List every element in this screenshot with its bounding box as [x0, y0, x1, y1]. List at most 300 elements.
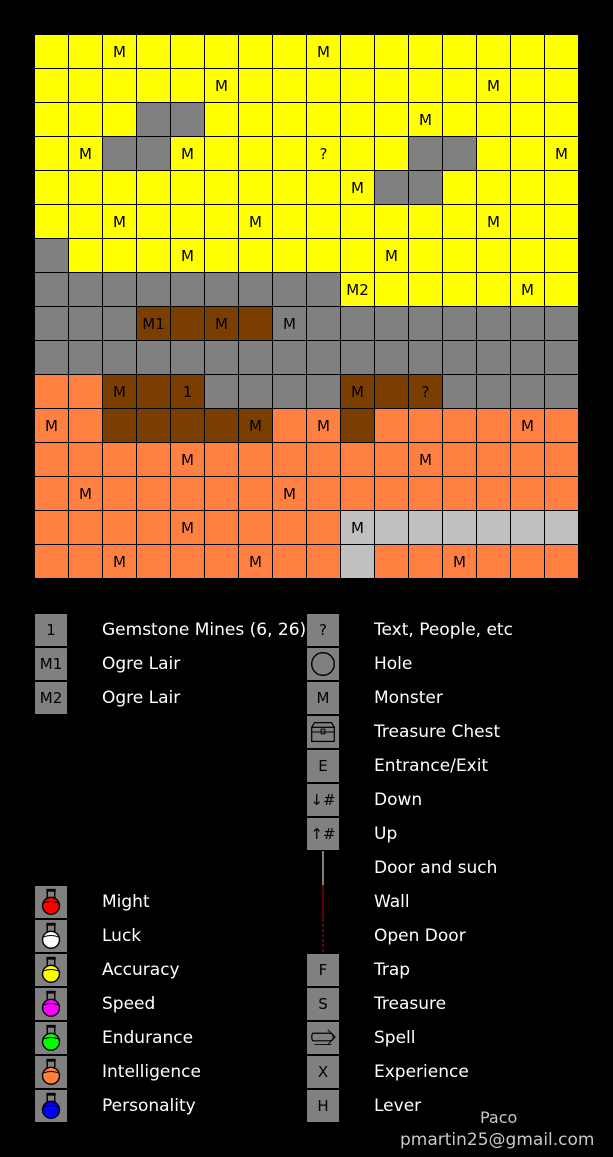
legend-entry: [306, 885, 596, 919]
hole-icon: [306, 647, 340, 681]
map-cell: [477, 239, 511, 273]
map-cell: [443, 273, 477, 307]
map-cell: [103, 307, 137, 341]
map-cell: [69, 341, 103, 375]
map-cell: [511, 69, 545, 103]
map-cell: [69, 103, 103, 137]
map-cell-marker: M: [273, 477, 307, 511]
map-cell: [443, 69, 477, 103]
map-cell: [35, 443, 69, 477]
map-cell: [171, 307, 205, 341]
legend-entry: [306, 647, 596, 681]
map-cell: [545, 443, 579, 477]
map-cell: [69, 443, 103, 477]
legend-label: Speed: [102, 994, 156, 1014]
map-cell: [35, 545, 69, 579]
map-cell-marker: M: [409, 443, 443, 477]
map-cell-marker: M: [443, 545, 477, 579]
map-cell: [443, 205, 477, 239]
legend-label: Door and such: [374, 858, 498, 878]
map-cell: [137, 545, 171, 579]
map-cell: [137, 375, 171, 409]
map-cell: [205, 103, 239, 137]
map-cell: [205, 171, 239, 205]
legend-symbol: 1: [34, 613, 68, 647]
map-cell: [273, 69, 307, 103]
map-cell: [239, 171, 273, 205]
map-cell: [341, 137, 375, 171]
map-cell: [205, 239, 239, 273]
map-cell: [103, 239, 137, 273]
map-cell: [545, 545, 579, 579]
map-cell-marker: M: [171, 137, 205, 171]
map-cell: [477, 477, 511, 511]
map-cell: [35, 103, 69, 137]
map-cell: [307, 239, 341, 273]
map-cell: [307, 511, 341, 545]
potion-yellow-icon: [34, 953, 68, 987]
map-cell: [375, 409, 409, 443]
map-cell: [69, 69, 103, 103]
map-cell: [103, 137, 137, 171]
map-cell: [511, 375, 545, 409]
map-cell: [35, 341, 69, 375]
map-cell: [171, 409, 205, 443]
map-cell: [545, 341, 579, 375]
map-cell-marker: M: [171, 511, 205, 545]
map-cell: [409, 273, 443, 307]
map-cell: [341, 443, 375, 477]
map-cell: [477, 103, 511, 137]
map-cell: [273, 341, 307, 375]
map-cell: [239, 375, 273, 409]
legend-symbol: E: [306, 749, 340, 783]
map-cell: [375, 477, 409, 511]
legend-label: Experience: [374, 1062, 469, 1082]
map-cell-marker: M: [341, 171, 375, 205]
map-cell-marker: M: [477, 69, 511, 103]
legend-label: Wall: [374, 892, 410, 912]
map-cell: [171, 205, 205, 239]
map-cell-marker: M: [35, 409, 69, 443]
map-cell: [307, 171, 341, 205]
map-cell: [239, 103, 273, 137]
legend-label: Gemstone Mines (6, 26): [102, 620, 307, 640]
map-cell: [341, 409, 375, 443]
map-cell: [137, 409, 171, 443]
potion-green-icon: [34, 1021, 68, 1055]
map-cell: [443, 307, 477, 341]
map-cell: [205, 375, 239, 409]
map-cell: [171, 103, 205, 137]
legend-symbol: ?: [306, 613, 340, 647]
map-cell: [375, 545, 409, 579]
map-cell: [273, 375, 307, 409]
dungeon-map-grid: [34, 34, 579, 579]
map-cell: [443, 375, 477, 409]
map-cell: [477, 35, 511, 69]
map-cell: [375, 205, 409, 239]
wall-line-icon: [306, 885, 340, 919]
potion-magenta-icon: [34, 987, 68, 1021]
map-cell-marker: M: [239, 545, 273, 579]
map-cell: [477, 511, 511, 545]
map-cell: [477, 171, 511, 205]
map-cell: [477, 307, 511, 341]
map-cell: [103, 273, 137, 307]
map-cell-marker: M: [205, 69, 239, 103]
map-cell: [273, 443, 307, 477]
map-cell: [35, 511, 69, 545]
map-cell-marker: M: [103, 545, 137, 579]
legend-entry: [34, 647, 324, 681]
map-cell: [511, 307, 545, 341]
map-cell-marker: M: [103, 375, 137, 409]
map-cell: [205, 205, 239, 239]
map-cell: [137, 35, 171, 69]
map-cell: [511, 35, 545, 69]
legend-label: Endurance: [102, 1028, 194, 1048]
map-cell: [103, 171, 137, 205]
map-cell-marker: M: [103, 35, 137, 69]
legend-label: Spell: [374, 1028, 416, 1048]
legend-label: Luck: [102, 926, 142, 946]
map-cell-marker: M: [477, 205, 511, 239]
map-cell: [477, 341, 511, 375]
map-cell-marker: M2: [341, 273, 375, 307]
map-cell: [171, 69, 205, 103]
map-cell: [545, 477, 579, 511]
map-cell: [171, 341, 205, 375]
legend-label: Entrance/Exit: [374, 756, 489, 776]
map-cell: [205, 273, 239, 307]
map-cell-marker: M: [511, 409, 545, 443]
map-cell: [171, 273, 205, 307]
map-cell: [35, 205, 69, 239]
legend-entry: [34, 1089, 324, 1123]
map-cell-marker: M1: [137, 307, 171, 341]
map-cell: [171, 545, 205, 579]
map-cell-marker: M: [69, 477, 103, 511]
map-cell: [443, 477, 477, 511]
map-cell: [103, 511, 137, 545]
map-cell: [35, 137, 69, 171]
map-cell: [205, 511, 239, 545]
map-cell: [69, 307, 103, 341]
map-cell-marker: M: [375, 239, 409, 273]
legend-entry: [306, 1055, 596, 1089]
map-cell: [443, 511, 477, 545]
map-cell: [545, 239, 579, 273]
map-cell: [239, 239, 273, 273]
map-cell: [35, 171, 69, 205]
map-cell: [35, 477, 69, 511]
map-cell-marker: M: [239, 205, 273, 239]
map-cell: [273, 409, 307, 443]
map-cell: [137, 443, 171, 477]
legend-entry: [306, 613, 596, 647]
map-cell-marker: M: [545, 137, 579, 171]
map-cell: [443, 443, 477, 477]
legend-label: Ogre Lair: [102, 654, 181, 674]
map-cell: [545, 375, 579, 409]
map-cell: [273, 545, 307, 579]
map-cell: [375, 375, 409, 409]
map-cell-marker: M: [69, 137, 103, 171]
map-cell: [511, 545, 545, 579]
map-cell-marker: M: [103, 205, 137, 239]
legend-label: Accuracy: [102, 960, 180, 980]
legend-entry: [34, 919, 324, 953]
map-cell: [205, 409, 239, 443]
map-cell: [239, 35, 273, 69]
map-cell: [171, 171, 205, 205]
map-cell: [205, 35, 239, 69]
map-cell: [511, 511, 545, 545]
map-cell: [103, 477, 137, 511]
map-cell: [375, 69, 409, 103]
legend-entry: [34, 1055, 324, 1089]
legend-entry: [306, 749, 596, 783]
map-cell: [545, 35, 579, 69]
map-cell: [409, 171, 443, 205]
map-cell: [545, 103, 579, 137]
author-email: pmartin25@gmail.com: [400, 1130, 595, 1150]
map-cell-marker: M: [341, 375, 375, 409]
map-cell: [205, 545, 239, 579]
legend-label: Lever: [374, 1096, 422, 1116]
map-cell: [307, 69, 341, 103]
legend-entry: [306, 681, 596, 715]
map-cell-marker: M: [239, 409, 273, 443]
map-cell: [375, 307, 409, 341]
map-cell: [137, 511, 171, 545]
map-cell: [35, 35, 69, 69]
map-cell: [545, 171, 579, 205]
map-cell: [273, 103, 307, 137]
legend-symbol: M: [306, 681, 340, 715]
map-cell: [341, 239, 375, 273]
legend-entry: [306, 987, 596, 1021]
map-cell: [273, 137, 307, 171]
legend-label: Personality: [102, 1096, 196, 1116]
legend-entry: [34, 953, 324, 987]
map-cell: [137, 171, 171, 205]
map-cell: [511, 103, 545, 137]
map-cell: [137, 103, 171, 137]
map-cell: [35, 239, 69, 273]
map-cell-marker: M: [273, 307, 307, 341]
map-cell: [477, 273, 511, 307]
map-cell: [409, 545, 443, 579]
legend-label: Trap: [374, 960, 411, 980]
map-cell: [477, 137, 511, 171]
map-cell: [511, 137, 545, 171]
map-cell: [307, 341, 341, 375]
map-cell: [375, 341, 409, 375]
map-cell: [477, 375, 511, 409]
map-cell: [137, 137, 171, 171]
map-cell: [341, 477, 375, 511]
legend-entry: [306, 953, 596, 987]
map-cell: [375, 35, 409, 69]
map-cell-marker: M: [171, 239, 205, 273]
map-cell: [69, 273, 103, 307]
map-cell: [511, 443, 545, 477]
legend-label: Down: [374, 790, 423, 810]
map-cell: [103, 103, 137, 137]
map-cell: [477, 545, 511, 579]
legend-symbol: X: [306, 1055, 340, 1089]
legend-entry: [306, 715, 596, 749]
map-cell: [545, 205, 579, 239]
legend-entry: [34, 613, 324, 647]
map-cell: [69, 171, 103, 205]
map-cell: [137, 477, 171, 511]
map-cell: [443, 409, 477, 443]
map-cell: [409, 69, 443, 103]
map-cell-marker: M: [341, 511, 375, 545]
legend-entry: [306, 783, 596, 817]
map-cell: [69, 35, 103, 69]
map-cell: [511, 477, 545, 511]
map-cell: [409, 477, 443, 511]
map-cell: [239, 137, 273, 171]
open-door-line-icon: [306, 919, 340, 953]
map-cell: [443, 137, 477, 171]
map-cell: [409, 341, 443, 375]
map-cell: [35, 307, 69, 341]
map-cell: [443, 341, 477, 375]
map-cell: [545, 273, 579, 307]
map-cell: [341, 69, 375, 103]
map-cell: [69, 545, 103, 579]
map-cell: [171, 35, 205, 69]
map-cell: [375, 511, 409, 545]
legend-entry: [306, 1089, 596, 1123]
map-cell: [409, 137, 443, 171]
map-cell: [35, 69, 69, 103]
map-cell: [409, 307, 443, 341]
map-cell: [511, 171, 545, 205]
legend-label: Up: [374, 824, 398, 844]
legend-label: Open Door: [374, 926, 466, 946]
map-cell: [103, 443, 137, 477]
map-cell: [35, 375, 69, 409]
map-cell: [239, 477, 273, 511]
map-cell: [205, 477, 239, 511]
map-cell: [341, 341, 375, 375]
map-cell-marker: M: [171, 443, 205, 477]
map-cell: [205, 443, 239, 477]
map-cell-marker: M: [511, 273, 545, 307]
map-cell: [511, 239, 545, 273]
legend-label: Treasure Chest: [374, 722, 501, 742]
map-cell: [443, 35, 477, 69]
map-cell: [477, 409, 511, 443]
map-cell: [307, 545, 341, 579]
map-cell-marker: M: [205, 307, 239, 341]
map-cell: [239, 443, 273, 477]
map-cell: [239, 307, 273, 341]
map-cell: [307, 307, 341, 341]
legend-entry: [34, 1021, 324, 1055]
map-cell-marker: ?: [409, 375, 443, 409]
map-cell: [375, 273, 409, 307]
legend-label: Intelligence: [102, 1062, 201, 1082]
map-cell: [239, 341, 273, 375]
map-cell: [443, 171, 477, 205]
map-cell: [375, 137, 409, 171]
legend-entry: [306, 919, 596, 953]
map-cell: [511, 341, 545, 375]
legend-entry: [306, 851, 596, 885]
legend-label: Text, People, etc: [374, 620, 513, 640]
legend-label: Treasure: [374, 994, 447, 1014]
legend-entry: [306, 1021, 596, 1055]
legend-symbol: H: [306, 1089, 340, 1123]
map-cell-marker: 1: [171, 375, 205, 409]
legend-symbol: M2: [34, 681, 68, 715]
map-cell: [511, 205, 545, 239]
map-cell: [545, 511, 579, 545]
map-cell: [545, 307, 579, 341]
map-cell: [545, 69, 579, 103]
map-cell: [409, 239, 443, 273]
legend-entry: [34, 987, 324, 1021]
map-cell: [307, 273, 341, 307]
map-cell: [307, 205, 341, 239]
legend-entry: [34, 885, 324, 919]
map-cell: [409, 511, 443, 545]
potion-white-icon: [34, 919, 68, 953]
map-cell: [409, 205, 443, 239]
legend-symbol: M1: [34, 647, 68, 681]
map-cell: [443, 103, 477, 137]
map-cell: [239, 273, 273, 307]
map-cell: [69, 239, 103, 273]
map-cell: [273, 171, 307, 205]
map-cell: [273, 273, 307, 307]
map-cell: [307, 477, 341, 511]
map-cell-marker: M: [409, 103, 443, 137]
legend-label: Hole: [374, 654, 413, 674]
map-cell: [273, 35, 307, 69]
legend-symbol: F: [306, 953, 340, 987]
map-cell: [239, 511, 273, 545]
potion-red-icon: [34, 885, 68, 919]
map-cell: [443, 239, 477, 273]
map-cell: [69, 205, 103, 239]
map-cell: [341, 103, 375, 137]
map-cell: [341, 545, 375, 579]
legend-entry: [34, 681, 324, 715]
legend-symbol: S: [306, 987, 340, 1021]
map-cell: [409, 409, 443, 443]
map-cell: [171, 477, 205, 511]
map-cell: [35, 273, 69, 307]
map-cell: [137, 341, 171, 375]
map-cell: [307, 103, 341, 137]
map-cell: [375, 103, 409, 137]
map-cell: [307, 375, 341, 409]
map-cell-marker: M: [307, 35, 341, 69]
legend-symbol: ↑#: [306, 817, 340, 851]
potion-orange-icon: [34, 1055, 68, 1089]
map-cell: [137, 239, 171, 273]
map-cell: [341, 205, 375, 239]
legend-label: Might: [102, 892, 150, 912]
